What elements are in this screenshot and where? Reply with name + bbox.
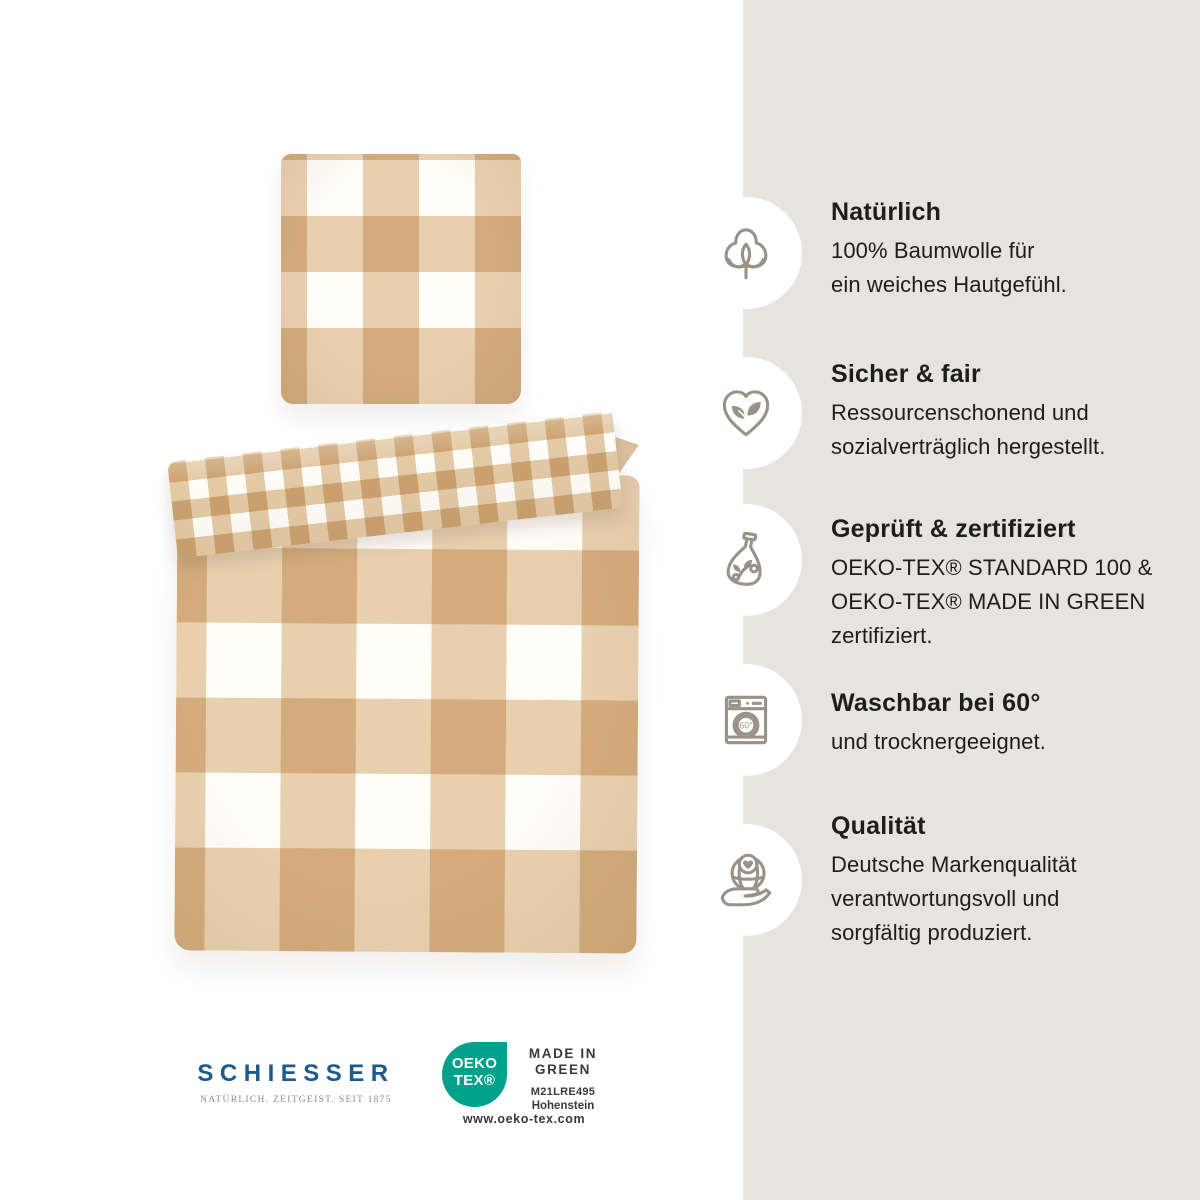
feature-line: Ressourcenschonend und (831, 400, 1089, 425)
oekotex-badge-line2: TEX® (453, 1072, 496, 1089)
brand-name: SCHIESSER (197, 1060, 395, 1087)
certificate-institute: Hohenstein (531, 1100, 595, 1112)
oekotex-website: www.oeko-tex.com (462, 1112, 586, 1126)
feature-icon-circle (690, 197, 802, 309)
flask-icon (713, 527, 779, 593)
hand-globe-icon (713, 847, 779, 913)
feature-naturlich (831, 197, 1171, 302)
feature-line: OEKO-TEX® MADE IN GREEN (831, 589, 1146, 614)
washer-temp-label: 60° (739, 720, 753, 731)
feature-icon-circle (690, 504, 802, 616)
feature-line: verantwortungsvoll und (831, 886, 1060, 911)
feature-line: ein weiches Hautgefühl. (831, 272, 1067, 297)
feature-title: Waschbar bei 60° (831, 689, 1041, 717)
certificate-number: M21LRE495 (530, 1086, 596, 1098)
feature-line: sozialverträglich hergestellt. (831, 434, 1106, 459)
feature-waschbar (831, 688, 1171, 759)
made-in-green-label (514, 1046, 612, 1113)
feature-sicher-fair (831, 359, 1171, 464)
brand-tagline: NATÜRLICH. ZEITGEIST. SEIT 1875 (200, 1095, 392, 1105)
feature-icon-circle (690, 664, 802, 776)
made-in-green-line2: GREEN (534, 1062, 591, 1077)
cotton-icon (713, 220, 779, 286)
feature-line: OEKO-TEX® STANDARD 100 & (831, 555, 1153, 580)
oekotex-badge (442, 1042, 507, 1107)
feature-line: Deutsche Markenqualität (831, 852, 1077, 877)
feature-line: 100% Baumwolle für (831, 238, 1035, 263)
feature-title: Natürlich (831, 198, 942, 226)
pillow-image (281, 154, 521, 404)
oekotex-badge-line1: OEKO (451, 1055, 498, 1072)
made-in-green-line1: MADE IN (528, 1046, 598, 1061)
feature-icon-circle (690, 357, 802, 469)
feature-line: zertifiziert. (831, 623, 933, 648)
feature-line: sorgfältig produziert. (831, 920, 1033, 945)
feature-geprueft (831, 514, 1171, 653)
feature-line: und trocknergeeignet. (831, 729, 1046, 754)
feature-title: Geprüft & zertifiziert (831, 515, 1076, 543)
feature-icon-circle (690, 824, 802, 936)
washing-machine-icon (713, 687, 779, 753)
feature-title: Qualität (831, 812, 926, 840)
brand-logo (196, 1060, 396, 1105)
heart-leaves-icon (713, 380, 779, 446)
feature-qualitaet (831, 811, 1171, 950)
feature-title: Sicher & fair (831, 360, 981, 388)
